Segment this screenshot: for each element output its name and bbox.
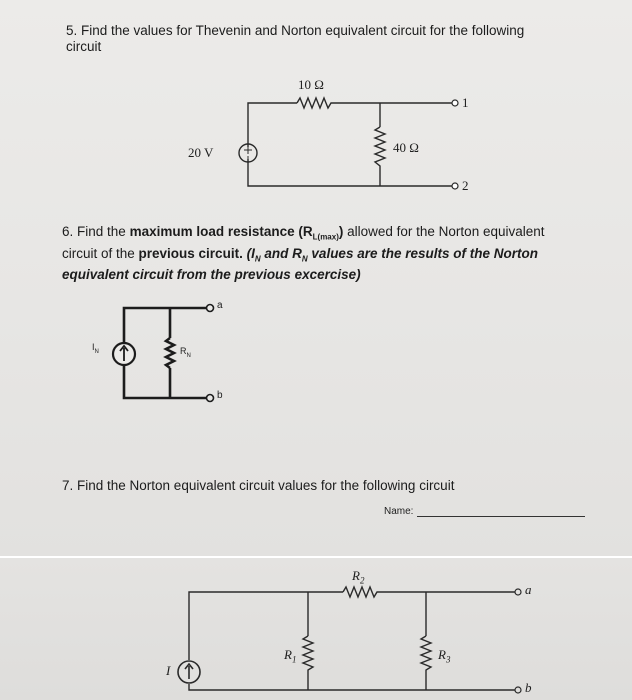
current-source-i-label: I	[166, 663, 171, 678]
question-5-text: 5. Find the values for Thevenin and Norton equivalent circuit for the following circuit	[66, 23, 525, 54]
source-label: 20 V	[188, 145, 214, 160]
resistor-r3	[421, 636, 431, 672]
resistor-10-label: 10 Ω	[298, 77, 324, 92]
terminal-b-q7	[515, 687, 521, 693]
terminal-2-label: 2	[462, 178, 469, 193]
resistor-r1	[303, 636, 313, 672]
terminal-a-label: a	[217, 300, 223, 311]
q6-italic-note: ($I_N$ and $R_N$ values are the results of the Norton equivalent circuit from the previous excercise)	[62, 245, 538, 283]
terminal-1-label: 1	[462, 95, 469, 110]
terminal-b-q7-label: b	[525, 680, 532, 695]
q6-bold-2: previous circuit.	[138, 245, 243, 261]
in-label: $I_N$	[92, 342, 99, 355]
terminal-b-label: b	[217, 390, 223, 401]
terminal-a-q7-label: a	[525, 582, 532, 597]
rn-label: $R_N$	[180, 346, 191, 359]
r3-label: $R_3$	[438, 647, 451, 665]
r1-label: $R_1$	[284, 647, 297, 665]
resistor-r2	[343, 587, 379, 597]
terminal-a-q7	[515, 589, 521, 595]
resistor-40-label: 40 Ω	[393, 140, 419, 155]
q6-bold-1: maximum load resistance $(R_{L(max)})$	[129, 224, 344, 242]
question-7-text: 7. Find the Norton equivalent circuit values for the following circuit	[62, 478, 455, 493]
q6-part-1: Find the	[77, 224, 130, 239]
q6-number: 6.	[62, 224, 74, 239]
r2-label: $R_2$	[352, 568, 365, 586]
q6-part-2: allowed for the Norton equivalent circuit of the	[62, 224, 545, 261]
name-label: Name:	[384, 506, 414, 517]
